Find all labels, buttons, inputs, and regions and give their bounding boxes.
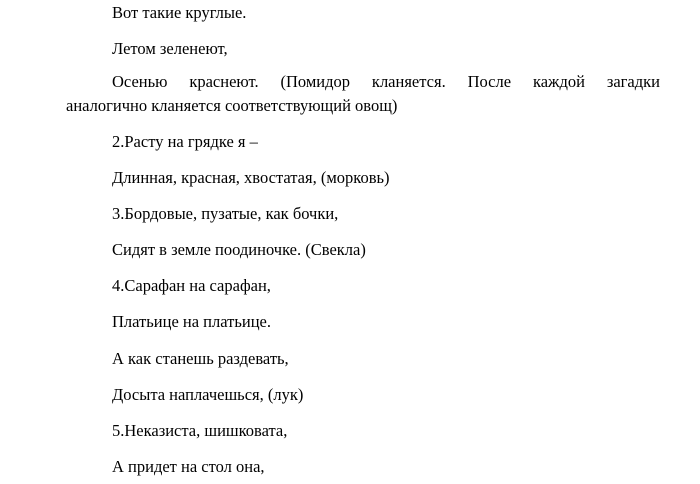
text-line: Платьице на платьице.: [112, 312, 271, 331]
word: кланяется.: [371, 72, 446, 91]
text-line: Досыта наплачешься, (лук): [112, 385, 304, 404]
text-line: Сидят в земле поодиночке. (Свекла): [112, 240, 366, 259]
text-line-justified: [112, 72, 660, 92]
text-line: 4.Сарафан на сарафан,: [112, 276, 271, 295]
word: После: [467, 72, 512, 91]
text-line: Длинная, красная, хвостатая, (морковь): [112, 168, 390, 187]
text-line: аналогично кланяется соответствующий овощ): [66, 96, 398, 115]
text-line: 3.Бордовые, пузатые, как бочки,: [112, 204, 339, 223]
word: Осенью: [112, 72, 168, 91]
text-line: Вот такие круглые.: [112, 3, 247, 22]
word: (Помидор: [280, 72, 351, 91]
text-line: А придет на стол она,: [112, 457, 265, 476]
word: загадки: [606, 72, 660, 91]
text-line: А как станешь раздевать,: [112, 349, 289, 368]
text-line: 2.Расту на грядке я –: [112, 132, 258, 151]
text-line: 5.Неказиста, шишковата,: [112, 421, 288, 440]
word: краснеют.: [189, 72, 259, 91]
text-line: Летом зеленеют,: [112, 39, 228, 58]
word: каждой: [532, 72, 585, 91]
